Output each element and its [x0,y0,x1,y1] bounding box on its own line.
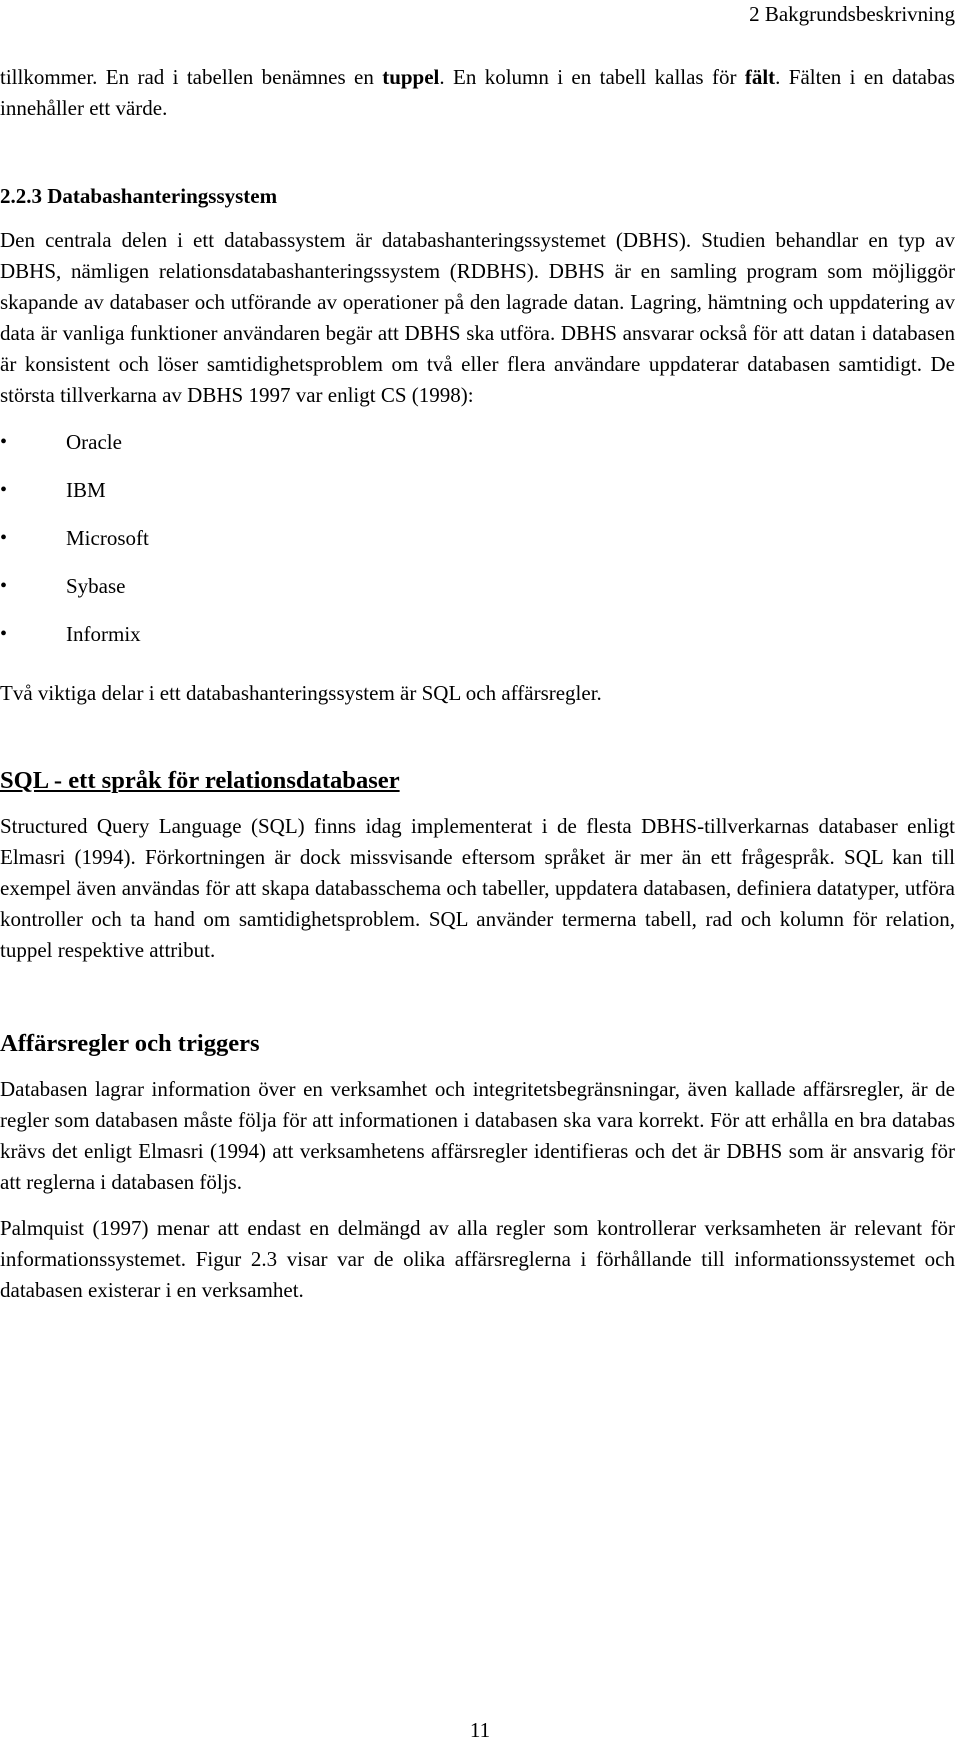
vendor-name: Sybase [66,574,126,598]
page-number: 11 [469,1718,491,1742]
list-item [0,562,955,610]
bullet-icon: • [0,479,8,501]
intro-text-2: . En kolumn i en tabell kallas för [439,65,745,89]
intro-paragraph [0,62,955,124]
intro-text-3: . Fälten i en databas innehåller ett värde. [0,65,955,120]
vendor-name: IBM [66,478,106,502]
bullet-icon: • [0,575,8,597]
vendor-name: Informix [66,622,141,646]
term-falt: fält [744,65,776,89]
intro-text-1: tillkommer. En rad i tabellen benämnes en [0,65,383,89]
vendor-name: Oracle [66,430,122,454]
sql-paragraph: Structured Query Language (SQL) finns idag implementerat i de flesta DBHS-tillverkarnas databaser enligt Elmasri (1994). Förkortningen är dock missvisande eftersom språket är mer än ett frågespråk. SQL kan till exempel även användas för att skapa databasschema och tabeller, uppdatera databasen, definiera datatyper, utföra kontroller och ta hand om samtidighetsproblem. SQL använder termerna tabell, rad och kolumn för relation, tuppel respektive attribut. [0,814,955,962]
bullet-icon: • [0,431,8,453]
affarsregler-heading: Affärsregler och triggers [0,1030,260,1057]
sql-heading: SQL - ett språk för relationsdatabaser [0,767,400,794]
list-item [0,466,955,514]
list-item [0,418,955,466]
affarsregler-paragraph-1: Databasen lagrar information över en verksamhet och integritetsbegränsningar, även kallade affärsregler, är de regler som databasen måste följa för att informationen i databasen ska vara korrekt. För att erhålla en bra databas krävs det enligt Elmasri (1994) att verksamhetens affärsregler identifieras och det är DBHS som är ansvarig för att reglerna i databasen följs. [0,1077,955,1194]
list-item [0,610,955,658]
term-tuppel: tuppel [382,65,440,89]
running-header: 2 Bakgrundsbeskrivning [749,2,955,26]
dbhs-paragraph: Den centrala delen i ett databassystem är databashanteringssystemet (DBHS). Studien behandlar en typ av DBHS, nämligen relationsdatabashanteringssystem (RDBHS). DBHS är en samling program som möjliggör skapande av databaser och utförande av operationer på den lagrade datan. Lagring, hämtning och uppdatering av data är vanliga funktioner användaren begär att DBHS ska utföra. DBHS ansvarar också för att datan i databasen är konsistent och löser samtidighetsproblem om två eller flera användare uppdaterar databasen samtidigt. De största tillverkarna av DBHS 1997 var enligt CS (1998): [0,228,955,407]
affarsregler-paragraph-2: Palmquist (1997) menar att endast en delmängd av alla regler som kontrollerar verksamheten är relevant för informationssystemet. Figur 2.3 visar var de olika affärsreglerna i förhållande till informationssystemet och databasen existerar i en verksamhet. [0,1216,955,1302]
bullet-icon: • [0,527,8,549]
section-heading: 2.2.3 Databashanteringssystem [0,184,278,208]
bullet-icon: • [0,623,8,645]
list-item [0,514,955,562]
summary-paragraph: Två viktiga delar i ett databashanteringssystem är SQL och affärsregler. [0,681,602,705]
vendor-list [0,418,955,658]
page-content [0,62,955,1306]
vendor-name: Microsoft [66,526,149,550]
